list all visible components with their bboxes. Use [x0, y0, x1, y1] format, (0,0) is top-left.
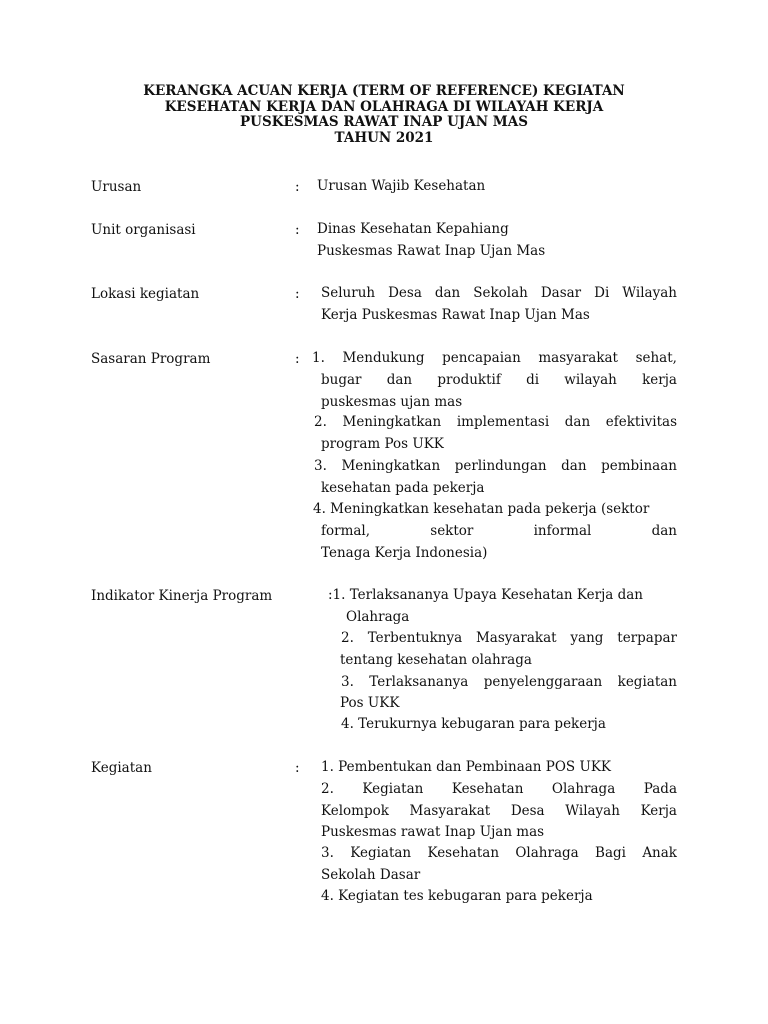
indikator-word: Masyarakat — [475, 630, 557, 646]
sasaran-word: pembinaan — [601, 458, 677, 474]
sasaran-word: wilayah — [564, 372, 617, 388]
sasaran-word: 2. — [314, 414, 327, 430]
kegiatan-word: Olahraga — [551, 781, 616, 797]
indikator-word: kegiatan — [617, 674, 677, 690]
sasaran-item-1-line-1 — [312, 348, 677, 370]
lokasi-line-2: Kerja Puskesmas Rawat Inap Ujan Mas — [321, 306, 590, 323]
title-line-2: KESEHATAN KERJA DAN OLAHRAGA DI WILAYAH KERJA — [164, 98, 604, 115]
kegiatan-word: Kelompok — [321, 802, 389, 819]
title-line-3: PUSKESMAS RAWAT INAP UJAN MAS — [240, 114, 528, 130]
urusan-value-text: Urusan Wajib Kesehatan — [317, 178, 486, 194]
sasaran-item-4-line-2 — [321, 521, 677, 543]
kegiatan-item-1-line-1: 1. Pembentukan dan Pembinaan POS UKK — [321, 759, 612, 775]
kegiatan-word: Pada — [643, 781, 677, 797]
sasaran-word: Meningkatkan — [341, 458, 441, 474]
sasaran-word: efektivitas — [605, 414, 677, 430]
indikator-item-2-line-1 — [341, 628, 677, 650]
title-line-4: TAHUN 2021 — [334, 129, 434, 146]
sasaran-word: pencapaian — [442, 350, 521, 366]
unit-organisasi-value — [317, 219, 545, 262]
urusan-colon: : — [295, 179, 300, 195]
kegiatan-item-2 — [321, 779, 677, 844]
sasaran-word: produktif — [437, 372, 501, 388]
indikator-item-2-line-2: tentang kesehatan olahraga — [340, 652, 532, 668]
kegiatan-item-1 — [321, 757, 611, 779]
sasaran-word: sektor — [430, 523, 474, 539]
kegiatan-word: Anak — [642, 845, 677, 861]
kegiatan-word: Bagi — [595, 845, 626, 861]
indikator-item-1 — [328, 585, 643, 607]
sasaran-item-4 — [313, 499, 649, 521]
indikator-word: terpapar — [617, 630, 677, 646]
kegiatan-item-2-line-1 — [321, 779, 677, 801]
lokasi-word: Wilayah — [622, 285, 677, 301]
kegiatan-word: Kegiatan — [350, 845, 412, 861]
sasaran-item-2-cont — [321, 434, 444, 456]
lokasi-word: Sekolah — [473, 285, 528, 301]
sasaran-item-3-line-1 — [314, 456, 677, 478]
lokasi-line-1 — [321, 283, 677, 305]
indikator-item-1-line-2: Olahraga — [346, 609, 410, 625]
lokasi-word: Dasar — [540, 285, 582, 301]
kegiatan-colon: : — [295, 760, 300, 776]
kegiatan-item-3 — [321, 843, 677, 886]
indikator-item-4-line-1: 4. Terukurnya kebugaran para pekerja — [341, 716, 606, 732]
indikator-item-2 — [341, 628, 677, 650]
unit-organisasi-line-1: Dinas Kesehatan Kepahiang — [317, 221, 509, 237]
indikator-item-1-cont — [346, 607, 409, 629]
sasaran-word: formal, — [321, 523, 371, 539]
sasaran-item-2 — [314, 412, 677, 434]
sasaran-word: 1. — [312, 350, 325, 366]
kegiatan-label: Kegiatan — [91, 760, 152, 776]
indikator-item-1-line-1: :1. Terlaksananya Upaya Kesehatan Kerja dan — [328, 587, 643, 603]
indikator-word: penyelenggaraan — [483, 674, 603, 690]
sasaran-word: dan — [564, 414, 591, 430]
indikator-word: 3. — [341, 674, 354, 690]
kegiatan-word: Kesehatan — [451, 781, 524, 797]
sasaran-word: implementasi — [456, 414, 550, 430]
urusan-label: Urusan — [91, 179, 142, 195]
kegiatan-item-2-line-2 — [321, 801, 677, 823]
sasaran-word: informal — [533, 523, 592, 539]
urusan-value — [317, 176, 485, 198]
unit-organisasi-line-2: Puskesmas Rawat Inap Ujan Mas — [317, 242, 546, 259]
sasaran-item-3 — [314, 456, 677, 478]
kegiatan-word: Desa — [510, 802, 545, 819]
kegiatan-word: Olahraga — [515, 845, 579, 861]
lokasi-label: Lokasi kegiatan — [91, 286, 200, 302]
indikator-word: 2. — [341, 630, 354, 646]
lokasi-colon: : — [295, 286, 300, 302]
indikator-item-4 — [341, 714, 606, 736]
sasaran-word: Mendukung — [342, 350, 425, 366]
sasaran-item-3-cont — [321, 478, 484, 500]
sasaran-word: sehat, — [635, 350, 677, 366]
sasaran-word: 3. — [314, 458, 327, 474]
sasaran-colon: : — [295, 351, 300, 367]
sasaran-label: Sasaran Program — [91, 351, 211, 367]
sasaran-word: kerja — [642, 372, 677, 388]
sasaran-word: bugar — [321, 372, 362, 388]
indikator-item-2-cont — [340, 650, 532, 672]
indikator-item-3-cont — [340, 693, 399, 715]
sasaran-item-4-cont — [321, 521, 677, 564]
lokasi-value — [321, 283, 677, 326]
indikator-word: Terbentuknya — [367, 630, 463, 646]
sasaran-word: dan — [561, 458, 587, 474]
sasaran-item-4-line-3: Tenaga Kerja Indonesia) — [321, 544, 488, 561]
kegiatan-item-4 — [321, 886, 593, 908]
indikator-item-3-line-1 — [341, 672, 677, 694]
kegiatan-item-3-line-1 — [321, 843, 677, 865]
sasaran-word: dan — [651, 523, 677, 539]
lokasi-word: Di — [594, 285, 610, 301]
document-title — [0, 84, 768, 146]
sasaran-word: dan — [386, 372, 413, 388]
kegiatan-word: Kegiatan — [362, 781, 424, 797]
sasaran-item-1 — [312, 348, 677, 370]
title-line-1: KERANGKA ACUAN KERJA (TERM OF REFERENCE) KEGIATAN — [143, 83, 625, 99]
sasaran-word: di — [526, 372, 540, 388]
unit-organisasi-colon: : — [295, 222, 300, 238]
kegiatan-word: 2. — [321, 781, 334, 797]
indikator-word: Terlaksananya — [369, 674, 469, 690]
indikator-word: yang — [570, 630, 604, 646]
sasaran-item-3-line-2: kesehatan pada pekerja — [321, 480, 485, 496]
kegiatan-word: Masyarakat — [409, 802, 491, 819]
sasaran-item-1-line-3: puskesmas ujan mas — [321, 393, 463, 410]
kegiatan-item-3-line-2: Sekolah Dasar — [321, 866, 421, 883]
kegiatan-word: 3. — [321, 845, 334, 861]
sasaran-item-1-cont — [321, 370, 677, 413]
sasaran-word: masyarakat — [538, 350, 618, 366]
sasaran-word: Meningkatkan — [342, 414, 442, 430]
indikator-item-3 — [341, 672, 677, 694]
kegiatan-item-4-line-1: 4. Kegiatan tes kebugaran para pekerja — [321, 888, 593, 904]
sasaran-item-1-line-2 — [321, 370, 677, 392]
lokasi-word: Seluruh — [321, 285, 376, 301]
kegiatan-word: Wilayah — [565, 802, 620, 819]
sasaran-item-4-line-1: 4. Meningkatkan kesehatan pada pekerja (sektor — [313, 501, 650, 517]
lokasi-word: dan — [434, 285, 461, 301]
kegiatan-item-2-line-3: Puskesmas rawat Inap Ujan mas — [321, 824, 545, 841]
sasaran-word: perlindungan — [454, 458, 547, 474]
sasaran-item-2-line-1 — [314, 412, 677, 434]
unit-organisasi-label: Unit organisasi — [91, 222, 196, 238]
sasaran-item-2-line-2: program Pos UKK — [321, 436, 444, 452]
kegiatan-word: Kesehatan — [427, 845, 500, 861]
kegiatan-word: Kerja — [640, 802, 677, 819]
indikator-label: Indikator Kinerja Program — [91, 588, 273, 604]
lokasi-word: Desa — [388, 285, 422, 301]
indikator-item-3-line-2: Pos UKK — [340, 695, 400, 711]
